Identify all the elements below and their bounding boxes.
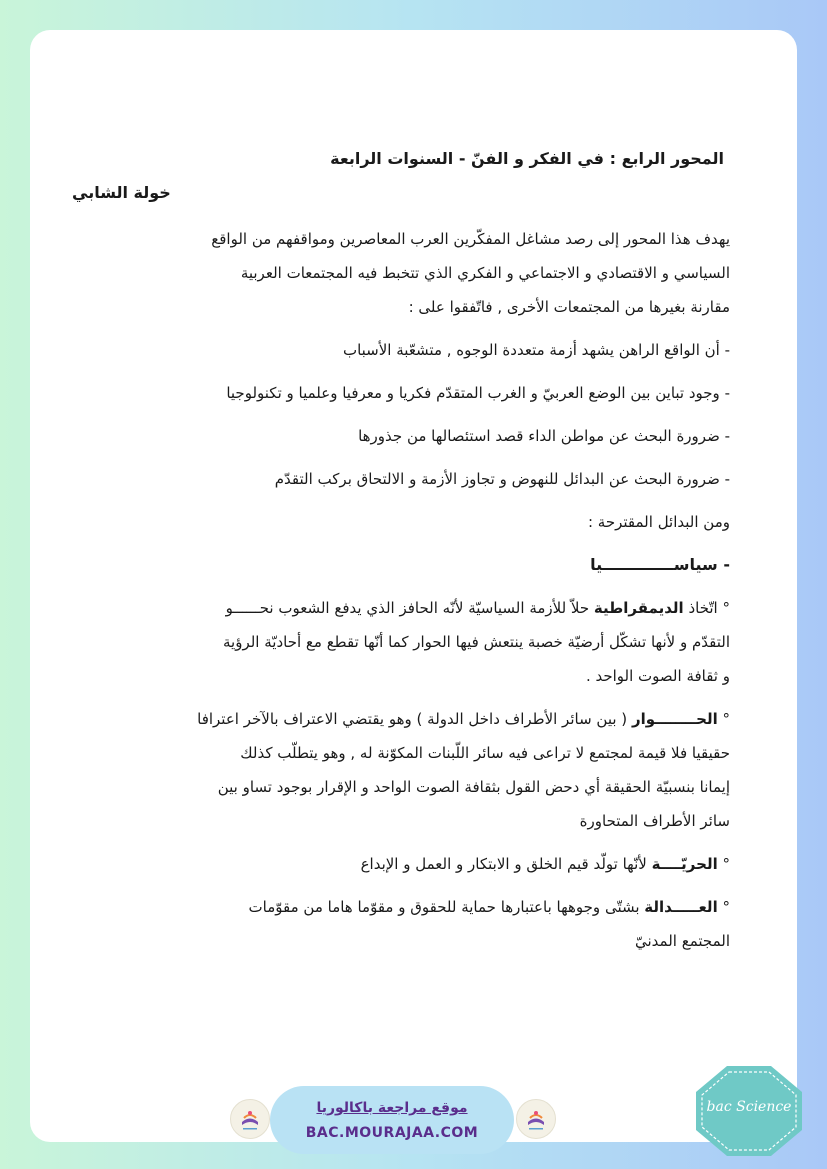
intro-line: مقارنة بغيرها من المجتمعات الأخرى , فاتّفقوا على : xyxy=(408,298,730,316)
site-name-arabic[interactable]: موقع مراجعة باكالوريا xyxy=(316,1100,468,1116)
bullet-item-dialogue xyxy=(80,702,730,736)
item-keyword: الحــــــــوار xyxy=(631,710,718,728)
book-logo-icon xyxy=(230,1099,270,1139)
point-item: - ضرورة البحث عن البدائل للنهوض و تجاوز الأزمة و الالتحاق بركب التقدّم xyxy=(274,470,730,488)
page-sheet xyxy=(30,30,797,1142)
section-heading: - سياســـــــــــــيا xyxy=(590,555,730,574)
bullet-item-democracy xyxy=(80,591,730,625)
bullet-mark: ° xyxy=(717,710,730,728)
intro-line: يهدف هذا المحور إلى رصد مشاغل المفكّرين العرب المعاصرين ومواقفهم من الواقع xyxy=(211,230,730,248)
bullet-item-justice xyxy=(80,890,730,924)
item-continuation: و ثقافة الصوت الواحد . xyxy=(585,667,730,685)
item-continuation: حقيقيا فلا قيمة لمجتمع لا تراعى فيه سائر اللّبنات المكوّنة له , وهو يتطلّب كذلك xyxy=(240,744,730,762)
item-keyword: العـــــدالة xyxy=(644,898,718,916)
point-item: - وجود تباين بين الوضع العربيّ و الغرب المتقدّم فكريا و معرفيا وعلميا و تكنولوجيا xyxy=(226,384,730,402)
item-keyword: الحريّــــة xyxy=(651,855,718,873)
document-title: المحور الرابع : في الفكر و الفنّ - السنوات الرابعة xyxy=(330,149,724,168)
site-url[interactable]: BAC.MOURAJAA.COM xyxy=(305,1125,479,1141)
book-logo-icon xyxy=(516,1099,556,1139)
item-text: حلاّ للأزمة السياسيّة لأنّه الحافز الذي يدفع الشعوب نحــــــو xyxy=(225,599,594,617)
bullet-mark: ° xyxy=(717,898,730,916)
alternatives-label: ومن البدائل المقترحة : xyxy=(587,513,730,531)
site-banner-link[interactable] xyxy=(270,1086,514,1154)
point-item: - أن الواقع الراهن يشهد أزمة متعددة الوجوه , متشعّبة الأسباب xyxy=(342,341,730,359)
bullet-item-freedom xyxy=(80,847,730,881)
item-pre: اتّخاذ xyxy=(683,599,718,617)
item-continuation: التقدّم و لأنها تشكّل أرضيّة خصبة ينتعش فيها الحوار كما أنّها تقطع مع أحاديّة الرؤية xyxy=(223,633,730,651)
point-item: - ضرورة البحث عن مواطن الداء قصد استئصالها من جذورها xyxy=(358,427,730,445)
item-continuation: المجتمع المدنيّ xyxy=(634,932,730,950)
item-text: بشتّى وجوهها باعتبارها حماية للحقوق و مقوّما هاما من مقوّمات xyxy=(248,898,645,916)
item-continuation: إيمانا بنسبيّة الحقيقة أي دحض القول بثقافة الصوت الواحد و الإقرار بوجود تساو بين xyxy=(217,778,730,796)
bac-science-logo xyxy=(694,1064,804,1158)
bullet-mark: ° xyxy=(717,855,730,873)
item-text: لأنّها تولّد قيم الخلق و الابتكار و العمل و الإبداع xyxy=(360,855,652,873)
item-keyword: الديمقراطية xyxy=(593,599,684,617)
item-text: ( بين سائر الأطراف داخل الدولة ) وهو يقتضي الاعتراف بالآخر اعترافا xyxy=(197,710,632,728)
bullet-mark: ° xyxy=(717,599,730,617)
document-body xyxy=(72,142,730,958)
item-continuation: سائر الأطراف المتحاورة xyxy=(579,812,730,830)
logo-text: bac Science xyxy=(706,1099,792,1115)
author-name: خولة الشابي xyxy=(72,183,171,202)
intro-line: السياسي و الاقتصادي و الاجتماعي و الفكري الذي تتخبط فيه المجتمعات العربية xyxy=(240,264,730,282)
